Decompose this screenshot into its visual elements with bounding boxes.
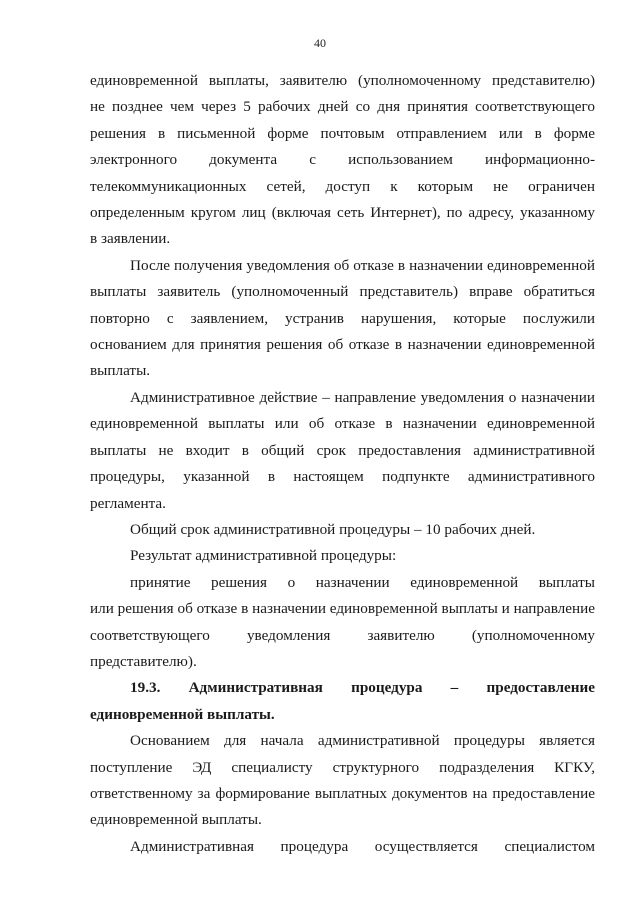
text-line: процедуры, указанной в настоящем подпункте административного <box>90 468 595 486</box>
paragraph <box>90 543 595 569</box>
text-line: регламента. <box>90 494 166 512</box>
paragraph <box>90 385 595 517</box>
text-line: соответствующего уведомления заявителю (уполномоченному <box>90 626 595 644</box>
paragraph <box>90 570 595 676</box>
section-heading <box>90 675 595 728</box>
paragraph <box>90 253 595 385</box>
text-line: основанием для принятия решения об отказе в назначении единовременной <box>90 336 595 354</box>
paragraph <box>90 728 595 834</box>
text-line: выплаты заявитель (уполномоченный представитель) вправе обратиться <box>90 283 595 301</box>
document-body <box>90 68 595 860</box>
text-line: единовременной выплаты. <box>90 811 262 829</box>
text-line: ответственному за формирование выплатных документов на предоставление <box>90 784 595 802</box>
text-line: принятие решения о назначении единовременной выплаты <box>130 573 595 591</box>
text-line: или решения об отказе в назначении единовременной выплаты и направление <box>90 600 595 618</box>
text-line: повторно с заявлением, устранив нарушения, которые послужили <box>90 309 595 327</box>
text-line: Общий срок административной процедуры – 10 рабочих дней. <box>130 520 536 538</box>
text-line: единовременной выплаты или об отказе в назначении единовременной <box>90 415 595 433</box>
text-line: решения в письменной форме почтовым отправлением или в форме <box>90 124 595 142</box>
page-number: 40 <box>314 36 326 50</box>
text-line: выплаты. <box>90 362 151 380</box>
text-line: представителю). <box>90 652 197 670</box>
paragraph <box>90 834 595 860</box>
text-line: Административное действие – направление уведомления о назначении <box>130 388 595 406</box>
text-line: не позднее чем через 5 рабочих дней со дня принятия соответствующего <box>90 98 595 116</box>
text-line: Результат административной процедуры: <box>130 547 397 565</box>
text-line: телекоммуникационных сетей, доступ к которым не ограничен <box>90 177 595 195</box>
text-line: электронного документа с использованием информационно- <box>90 151 595 169</box>
paragraph <box>90 68 595 253</box>
text-line: 19.3. Административная процедура – предоставление <box>130 679 595 697</box>
text-line: Основанием для начала административной процедуры является <box>130 732 595 750</box>
paragraph <box>90 517 595 543</box>
text-line: единовременной выплаты, заявителю (уполномоченному представителю) <box>90 72 595 89</box>
text-line: выплаты не входит в общий срок предоставления административной <box>90 441 595 459</box>
text-line: После получения уведомления об отказе в назначении единовременной <box>130 256 595 274</box>
text-line: поступление ЭД специалисту структурного подразделения КГКУ, <box>90 758 595 776</box>
text-line: определенным кругом лиц (включая сеть Интернет), по адресу, указанному <box>90 204 595 222</box>
text-line: единовременной выплаты. <box>90 705 275 723</box>
text-line: Административная процедура осуществляется специалистом <box>130 837 595 855</box>
text-line: в заявлении. <box>90 230 171 248</box>
